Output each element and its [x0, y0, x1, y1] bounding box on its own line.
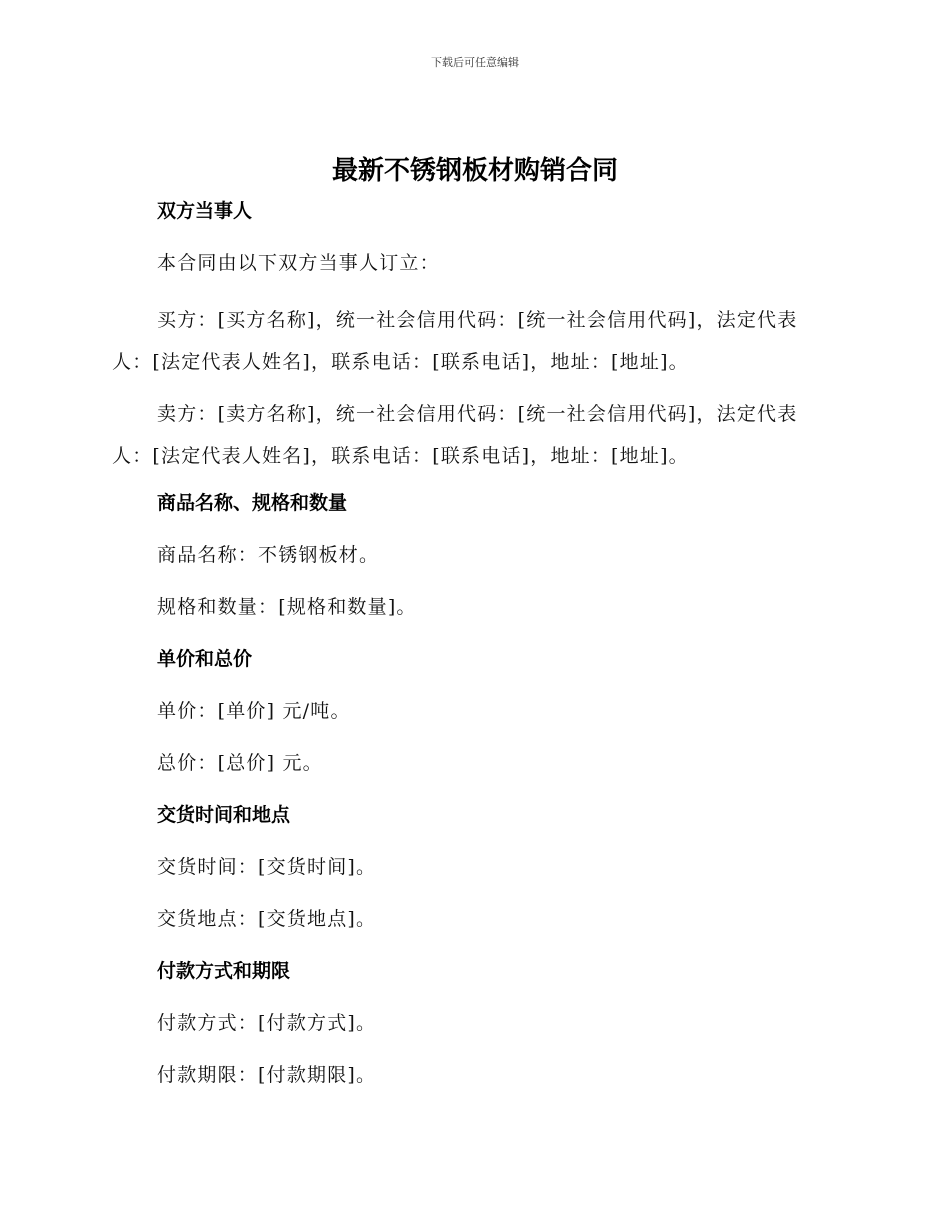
document-title: 最新不锈钢板材购销合同	[331, 156, 618, 186]
buyer-paragraph: 买方：[买方名称]，统一社会信用代码：[统一社会信用代码]，法定代表人：[法定代表人姓名]，联系电话：[联系电话]，地址：[地址]。	[112, 309, 798, 373]
section-heading-parties: 双方当事人	[157, 200, 253, 222]
section-heading-price: 单价和总价	[157, 648, 253, 670]
delivery-place: 交货地点：[交货地点]。	[157, 908, 377, 930]
goods-name: 商品名称：不锈钢板材。	[157, 544, 380, 566]
total-price: 总价：[总价] 元。	[157, 752, 323, 774]
payment-method: 付款方式：[付款方式]。	[157, 1012, 377, 1034]
payment-term: 付款期限：[付款期限]。	[157, 1064, 377, 1086]
section-heading-payment: 付款方式和期限	[157, 960, 291, 982]
section-heading-delivery: 交货时间和地点	[157, 804, 291, 826]
parties-intro: 本合同由以下双方当事人订立：	[157, 252, 440, 274]
goods-spec: 规格和数量：[规格和数量]。	[157, 596, 417, 618]
header-note: 下载后可任意编辑	[431, 56, 519, 69]
delivery-time: 交货时间：[交货时间]。	[157, 856, 377, 878]
unit-price: 单价：[单价] 元/吨。	[157, 700, 351, 722]
section-heading-goods: 商品名称、规格和数量	[157, 492, 348, 514]
document-body	[112, 195, 837, 1111]
seller-paragraph: 卖方：[卖方名称]，统一社会信用代码：[统一社会信用代码]，法定代表人：[法定代表人姓名]，联系电话：[联系电话]，地址：[地址]。	[112, 403, 798, 467]
